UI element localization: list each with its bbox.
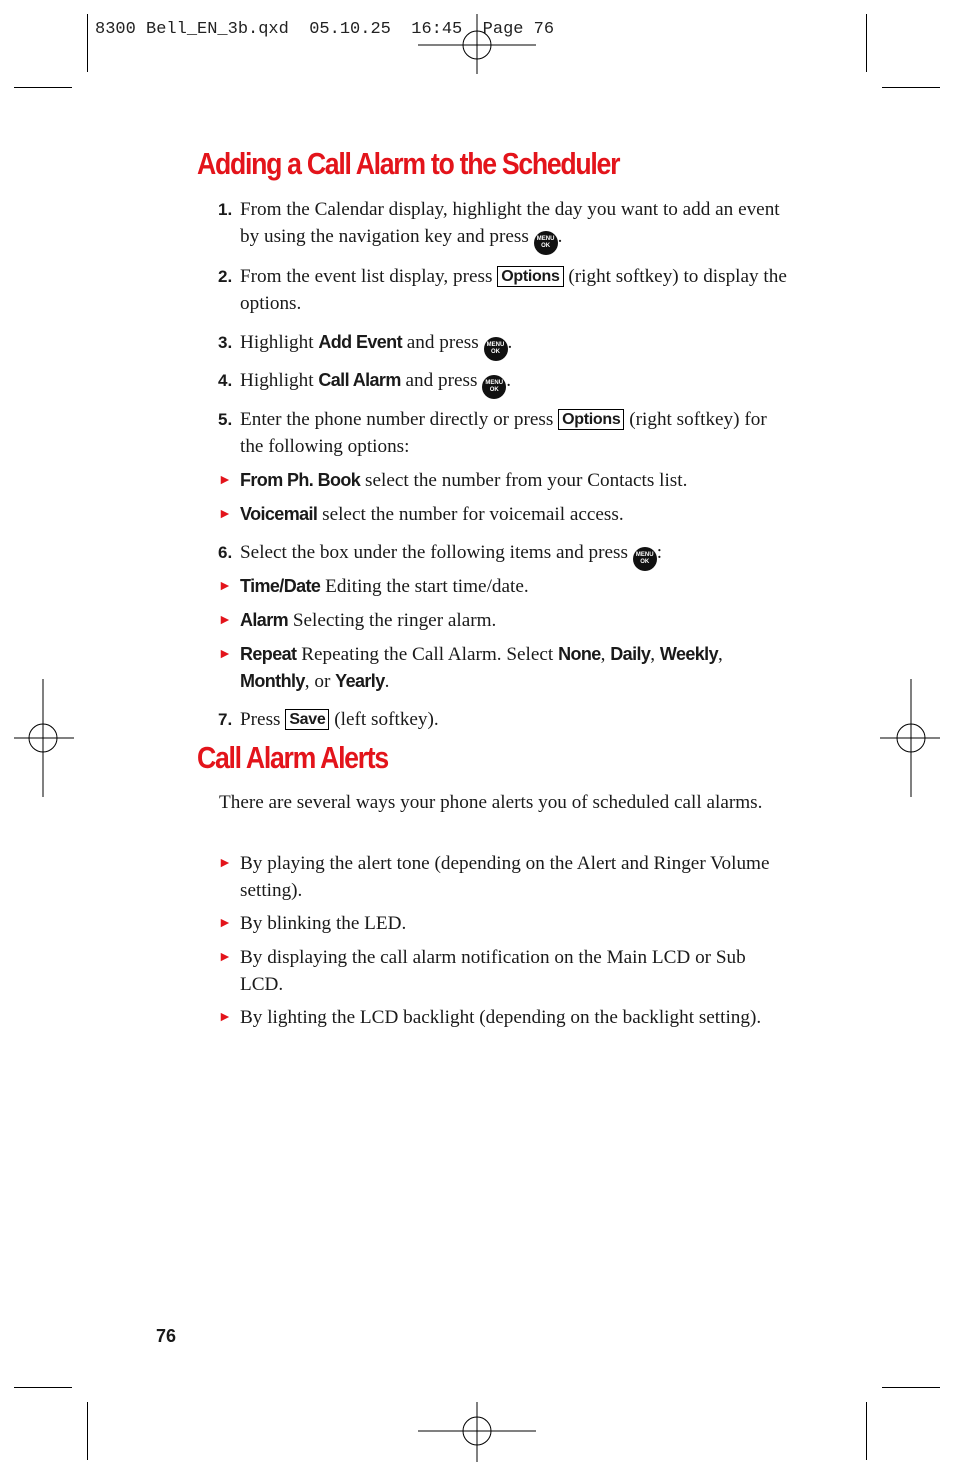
crop-mark (866, 14, 867, 72)
step-end: . (506, 370, 512, 391)
crop-mark (87, 1402, 88, 1460)
alerts-intro (219, 789, 792, 816)
ok-key-label: OK (491, 349, 500, 355)
bullet-arrow-icon: ► (218, 613, 232, 628)
separator: , (718, 644, 723, 665)
bullet-text: Editing the start time/date. (325, 576, 529, 597)
step-text: Highlight (240, 370, 314, 391)
bullet-arrow-icon: ► (218, 647, 232, 662)
ok-key-label: OK (640, 559, 650, 565)
section-heading: Adding a Call Alarm to the Scheduler (197, 146, 620, 181)
menu-key-label: MENU (635, 552, 654, 558)
step-text: (right softkey) to display the options. (240, 266, 787, 314)
registration-mark-left (14, 679, 74, 797)
ok-key-label: OK (489, 387, 499, 393)
crop-mark (882, 87, 940, 88)
step-number: 7. (218, 710, 233, 729)
bullet-arrow-icon: ► (218, 950, 232, 965)
menu-ok-key-icon (482, 375, 506, 399)
bullet-arrow-icon: ► (218, 579, 232, 594)
step-5 (218, 406, 792, 460)
step-2 (218, 263, 792, 317)
bullet-keyword: From Ph. Book (240, 470, 361, 490)
bullet-text: Repeating the Call Alarm. Select (301, 644, 554, 665)
bullet-keyword: Time/Date (240, 576, 321, 596)
options-softkey: Options (558, 409, 624, 430)
bullet-from-ph-book (218, 467, 792, 494)
step-number: 4. (218, 371, 233, 390)
step-1 (218, 196, 792, 255)
step-text: From the event list display, press (240, 266, 493, 287)
bullet-keyword: Repeat (240, 644, 297, 664)
crop-mark (14, 87, 72, 88)
bullet-alarm (218, 607, 792, 634)
separator: . (384, 671, 390, 692)
bullet-arrow-icon: ► (218, 507, 232, 522)
bullet-text: By blinking the LED. (240, 913, 407, 934)
step-number: 3. (218, 333, 233, 352)
section-heading: Call Alarm Alerts (197, 740, 388, 775)
option-daily: Daily (610, 644, 651, 664)
step-text: and press (405, 370, 478, 391)
menu-key-label: MENU (536, 236, 555, 242)
step-end: . (557, 226, 563, 247)
bullet-text: By playing the alert tone (depending on the Alert and Ringer Volume setting). (240, 853, 770, 901)
step-text: (right softkey) for the following options: (240, 409, 767, 457)
bullet-keyword: Voicemail (240, 504, 318, 524)
crop-mark (14, 1387, 72, 1388)
step-6 (218, 539, 792, 571)
crop-mark (87, 14, 88, 72)
bullet-arrow-icon: ► (218, 1010, 232, 1025)
step-number: 2. (218, 267, 233, 286)
bullet-text: By lighting the LCD backlight (depending on the backlight setting). (240, 1007, 762, 1028)
bullet-arrow-icon: ► (218, 856, 232, 871)
bullet-time-date (218, 573, 792, 600)
option-yearly: Yearly (335, 671, 385, 691)
step-end: : (656, 542, 663, 563)
crop-mark (866, 1402, 867, 1460)
menu-key-label: MENU (486, 342, 505, 348)
crop-mark (882, 1387, 940, 1388)
bullet-text: Selecting the ringer alarm. (292, 610, 497, 631)
alert-bullet-3 (218, 944, 792, 998)
registration-mark-bottom (418, 1402, 536, 1462)
step-text: Enter the phone number directly or press (240, 409, 554, 430)
paragraph-text: There are several ways your phone alerts you of scheduled call alarms. (219, 792, 763, 813)
step-4 (218, 367, 792, 399)
option-none: None (558, 644, 601, 664)
step-number: 5. (218, 410, 233, 429)
bullet-text: By displaying the call alarm notification on the Main LCD or Sub LCD. (240, 947, 746, 995)
options-softkey: Options (497, 266, 563, 287)
step-text: Highlight (240, 332, 314, 353)
step-number: 6. (218, 543, 233, 562)
page-number: 76 (156, 1326, 177, 1346)
step-text: and press (406, 332, 479, 353)
menu-option-add-event: Add Event (318, 332, 402, 352)
step-text: Select the box under the following items and press (240, 542, 628, 563)
registration-mark-right (880, 679, 940, 797)
menu-ok-key-icon (534, 231, 558, 255)
menu-ok-key-icon (484, 337, 508, 361)
bullet-voicemail (218, 501, 792, 528)
separator: , (650, 644, 656, 665)
option-weekly: Weekly (659, 644, 718, 664)
bullet-keyword: Alarm (240, 610, 289, 630)
step-3 (218, 329, 792, 361)
menu-option-call-alarm: Call Alarm (318, 370, 401, 390)
bullet-arrow-icon: ► (218, 473, 232, 488)
separator: , (600, 644, 606, 665)
step-text: From the Calendar display, highlight the day you want to add an event by using the navigation key and press (240, 199, 780, 247)
step-text: Press (240, 709, 281, 730)
step-number: 1. (218, 200, 233, 219)
alert-bullet-4 (218, 1004, 792, 1031)
ok-key-label: OK (541, 243, 551, 249)
save-softkey: Save (285, 709, 329, 730)
separator: , or (304, 671, 331, 692)
step-end: . (507, 332, 513, 353)
bullet-repeat (218, 641, 792, 695)
alert-bullet-2 (218, 910, 792, 937)
menu-key-label: MENU (485, 380, 504, 386)
alert-bullet-1 (218, 850, 792, 904)
menu-ok-key-icon (633, 547, 657, 571)
step-text: (left softkey). (334, 709, 439, 730)
slug-line: 8300 Bell_EN_3b.qxd 05.10.25 16:45 Page 76 (95, 20, 555, 39)
bullet-arrow-icon: ► (218, 916, 232, 931)
registration-mark-top (418, 14, 536, 74)
step-7 (218, 706, 792, 733)
bullet-text: select the number for voicemail access. (322, 504, 624, 525)
option-monthly: Monthly (240, 671, 305, 691)
bullet-text: select the number from your Contacts list. (365, 470, 688, 491)
